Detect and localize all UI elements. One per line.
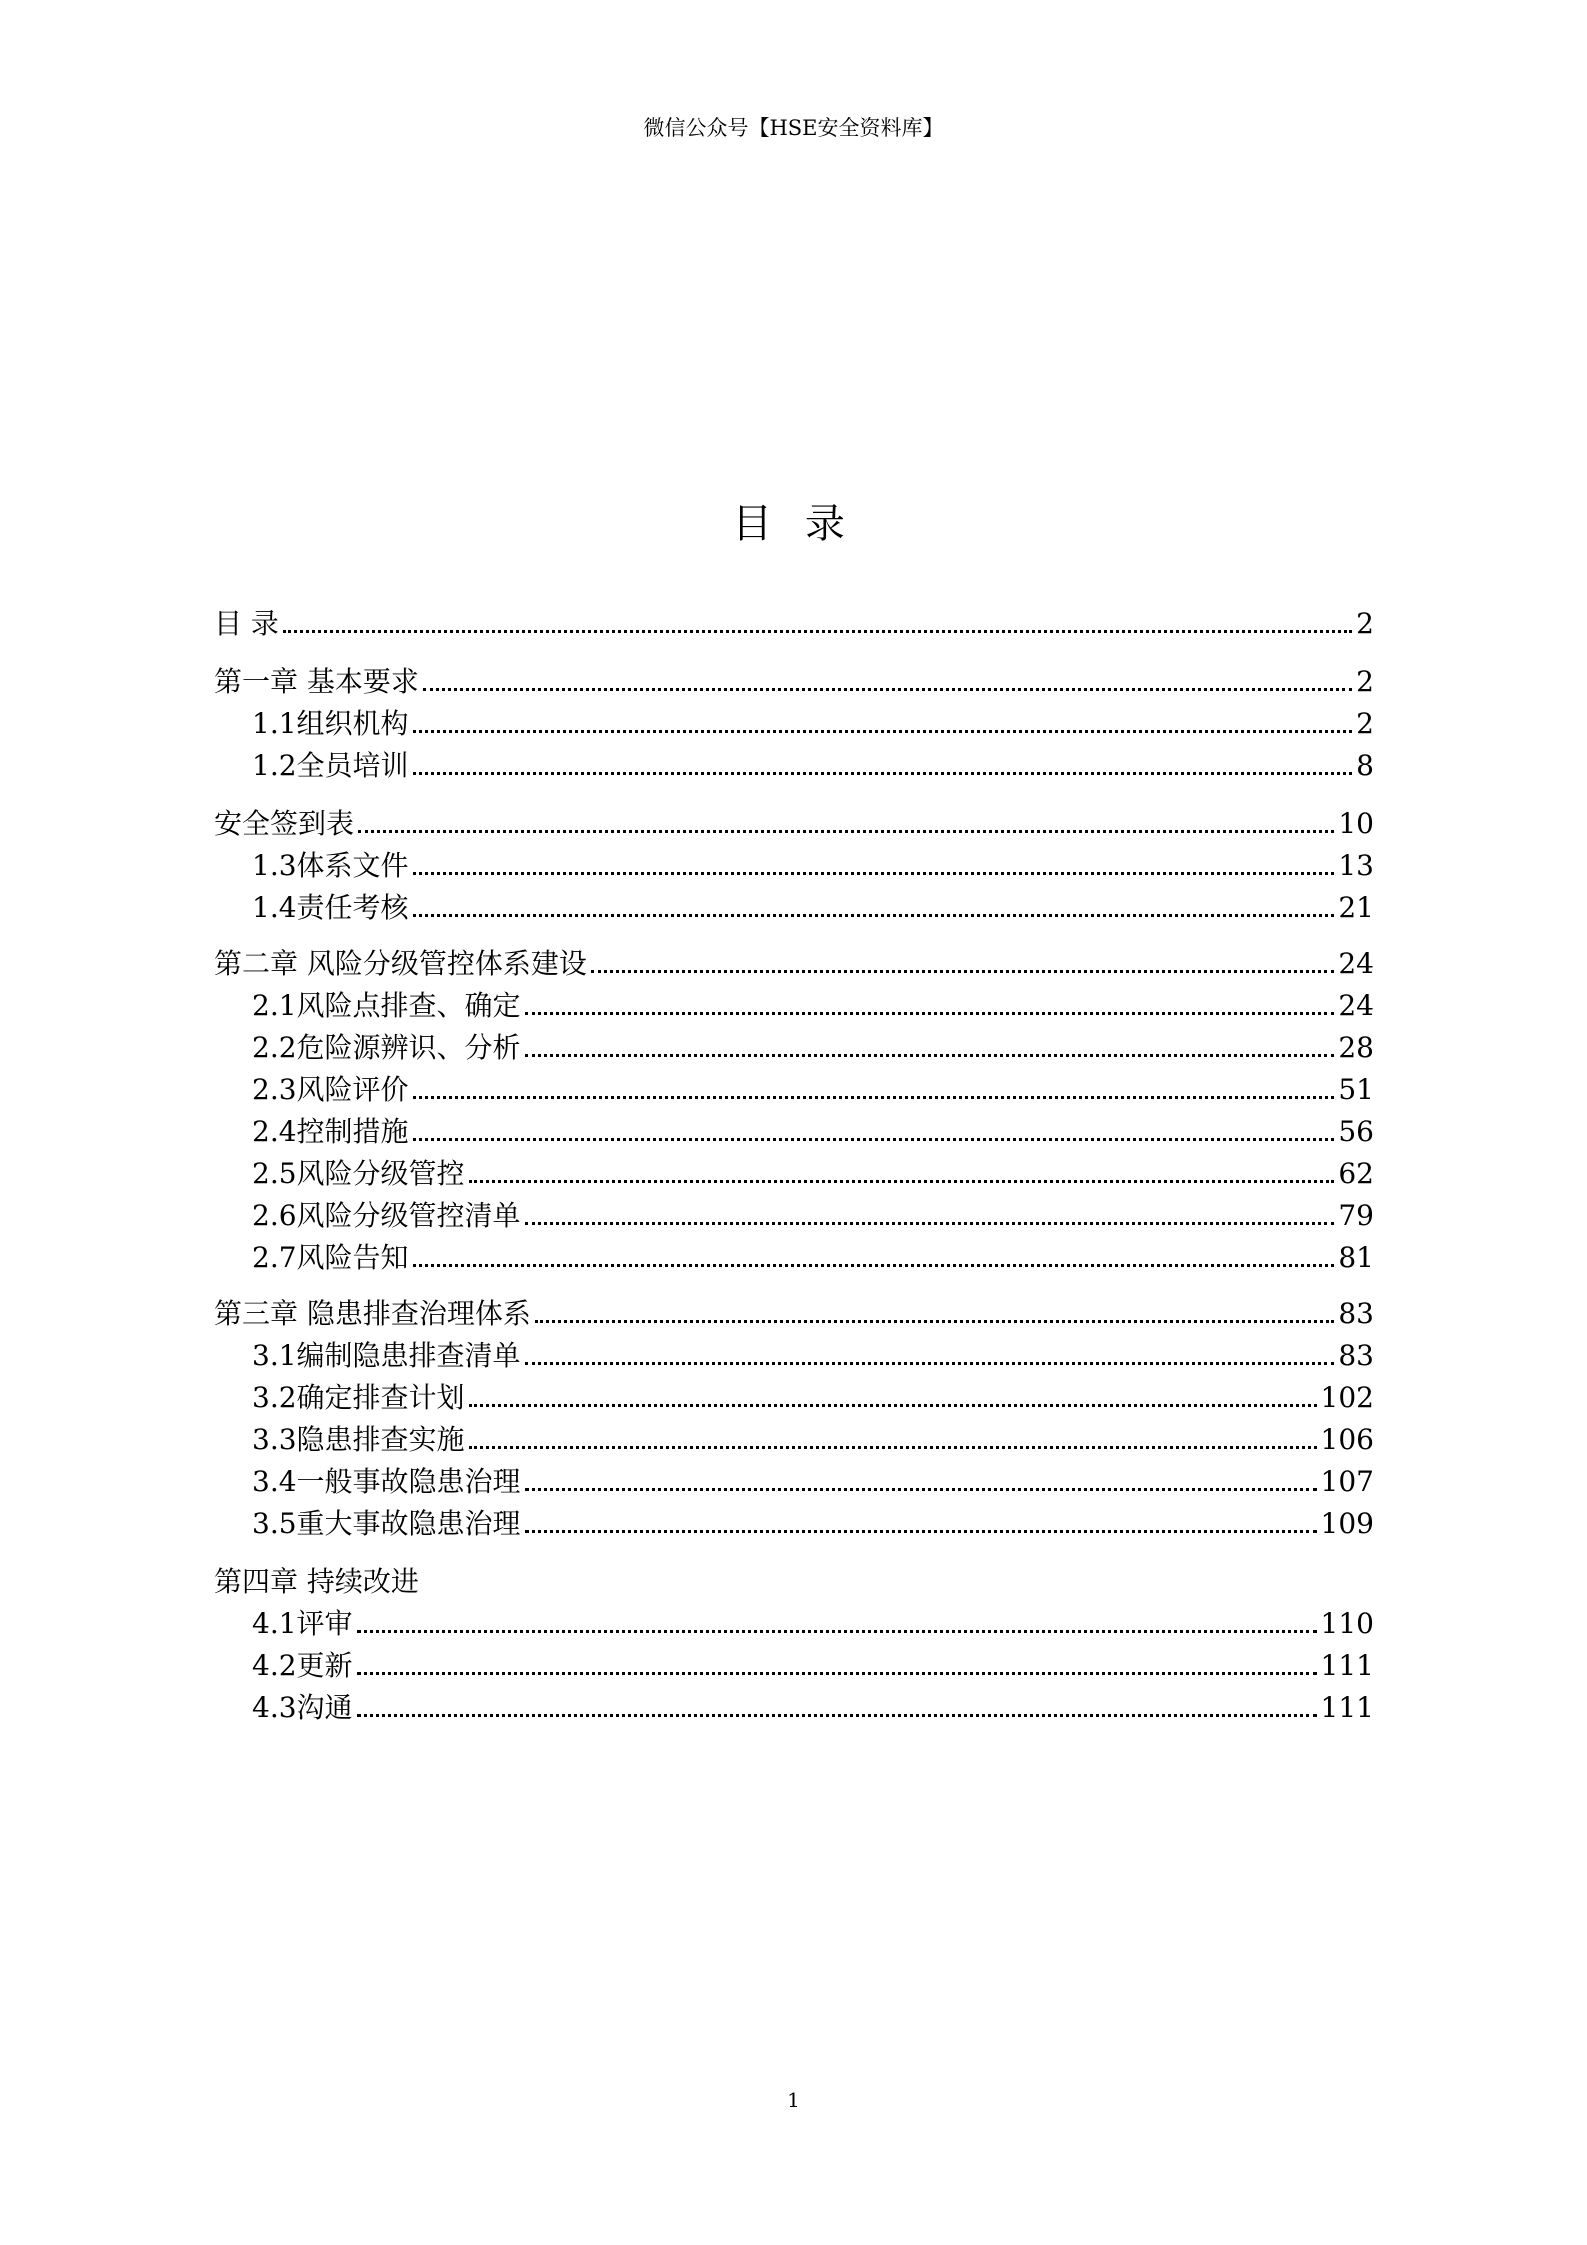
toc-entry-label: 1.1组织机构: [252, 707, 409, 740]
toc-entry-label: 4.1评审: [252, 1607, 353, 1640]
toc-entry-page: 56: [1338, 1115, 1374, 1148]
toc-entry-page: 21: [1338, 891, 1374, 924]
toc-entry-page: 24: [1338, 989, 1374, 1022]
toc-entry[interactable]: [214, 946, 1374, 982]
toc-entry-label: 2.6风险分级管控清单: [252, 1199, 521, 1232]
toc-entry-leader: [283, 630, 1352, 633]
toc-entry-leader: [357, 1630, 1317, 1633]
toc-entry-leader: [525, 1012, 1335, 1015]
toc-entry[interactable]: [252, 1240, 1374, 1276]
toc-entry-leader: [535, 1320, 1334, 1323]
toc-entry-label: 1.2全员培训: [252, 749, 409, 782]
toc-entry-label: 3.1编制隐患排查清单: [252, 1339, 521, 1372]
toc-entry-leader: [413, 1096, 1335, 1099]
toc-entry-label: 2.7风险告知: [252, 1241, 409, 1274]
toc-entry-leader: [413, 1264, 1335, 1267]
page-number: 1: [787, 2088, 800, 2112]
toc-entry-label: 2.2危险源辨识、分析: [252, 1031, 521, 1064]
toc-entry-page: 28: [1338, 1031, 1374, 1064]
toc-entry-page: 2: [1356, 607, 1374, 640]
toc-entry[interactable]: [214, 1296, 1374, 1332]
toc-entry-label: 3.5重大事故隐患治理: [252, 1507, 521, 1540]
toc-entry-label: 3.2确定排查计划: [252, 1381, 465, 1414]
toc-entry[interactable]: [252, 1506, 1374, 1542]
toc-entry-label: 3.3隐患排查实施: [252, 1423, 465, 1456]
toc-entry[interactable]: [252, 748, 1374, 784]
toc-entry-page: 111: [1320, 1691, 1374, 1724]
page-title: 目 录: [732, 501, 855, 547]
toc-entry-leader: [357, 1672, 1317, 1675]
toc-entry-leader: [413, 730, 1353, 733]
toc-entry-label: 4.3沟通: [252, 1691, 353, 1724]
toc-entry-label: 4.2更新: [252, 1649, 353, 1682]
toc-entry-page: 62: [1338, 1157, 1374, 1190]
toc-entry-leader: [413, 772, 1353, 775]
toc-entry[interactable]: [214, 606, 1374, 642]
toc-entry[interactable]: [252, 1030, 1374, 1066]
toc-entry-page: 81: [1338, 1241, 1374, 1274]
toc-entry[interactable]: [252, 1338, 1374, 1374]
toc-entry-label: 1.3体系文件: [252, 849, 409, 882]
toc-entry-page: 13: [1338, 849, 1374, 882]
toc-entry[interactable]: [252, 1380, 1374, 1416]
toc-entry-page: 2: [1356, 707, 1374, 740]
toc-entry-page: 83: [1338, 1339, 1374, 1372]
toc-entry-leader: [525, 1362, 1335, 1365]
toc-entry-page: 2: [1356, 665, 1374, 698]
toc-entry-leader: [525, 1530, 1317, 1533]
toc-entry-page: 106: [1320, 1423, 1374, 1456]
toc-entry-label: 第二章 风险分级管控体系建设: [214, 947, 587, 980]
toc-entry[interactable]: [252, 1464, 1374, 1500]
toc-entry-page: 109: [1320, 1507, 1374, 1540]
toc-entry[interactable]: [252, 988, 1374, 1024]
toc-entry-label: 安全签到表: [214, 807, 355, 840]
toc-entry-leader: [358, 830, 1334, 833]
toc-entry[interactable]: [252, 890, 1374, 926]
toc-entry-label: 第一章 基本要求: [214, 665, 419, 698]
toc-entry-page: 83: [1338, 1297, 1374, 1330]
toc-entry-page: 107: [1320, 1465, 1374, 1498]
toc-entry[interactable]: [252, 1606, 1374, 1642]
toc-entry-leader: [357, 1714, 1317, 1717]
toc-entry-label: 2.3风险评价: [252, 1073, 409, 1106]
toc-entry-page: 10: [1338, 807, 1374, 840]
toc-entry-label: 2.4控制措施: [252, 1115, 409, 1148]
toc-entry[interactable]: [252, 848, 1374, 884]
toc-entry-page: 79: [1338, 1199, 1374, 1232]
toc-entry[interactable]: [252, 1072, 1374, 1108]
toc-entry-leader: [413, 872, 1335, 875]
toc-entry-page: 111: [1320, 1649, 1374, 1682]
toc-entry[interactable]: [252, 1422, 1374, 1458]
toc-entry-page: 51: [1338, 1073, 1374, 1106]
toc-entry-label: 2.5风险分级管控: [252, 1157, 465, 1190]
toc-entry-label: 3.4一般事故隐患治理: [252, 1465, 521, 1498]
toc-entry[interactable]: [252, 1648, 1374, 1684]
toc-entry-leader: [423, 688, 1352, 691]
toc-entry-leader: [525, 1222, 1335, 1225]
toc-entry[interactable]: [252, 1114, 1374, 1150]
toc-entry[interactable]: [252, 1156, 1374, 1192]
toc-entry-leader: [469, 1180, 1335, 1183]
toc-entry-leader: [525, 1488, 1317, 1491]
toc-entry-label: 2.1风险点排查、确定: [252, 989, 521, 1022]
toc-entry[interactable]: [214, 806, 1374, 842]
toc-entry[interactable]: [252, 1690, 1374, 1726]
toc-entry-label: 目 录: [214, 607, 279, 640]
toc-entry[interactable]: [214, 664, 1374, 700]
toc-entry-leader: [525, 1054, 1335, 1057]
toc-entry-page: 24: [1338, 947, 1374, 980]
page-header: 微信公众号【HSE安全资料库】: [643, 116, 944, 140]
toc-entry-leader: [413, 1138, 1335, 1141]
toc-entry-leader: [591, 970, 1334, 973]
toc-entry-label: 1.4责任考核: [252, 891, 409, 924]
toc-entry-leader: [469, 1404, 1317, 1407]
toc-entry-leader: [413, 914, 1335, 917]
toc-entry-page: 8: [1356, 749, 1374, 782]
toc-entry-label: 第四章 持续改进: [214, 1565, 419, 1598]
toc-entry-label: 第三章 隐患排查治理体系: [214, 1297, 531, 1330]
toc-entry[interactable]: [214, 1564, 421, 1600]
toc-entry-leader: [469, 1446, 1317, 1449]
toc-entry[interactable]: [252, 706, 1374, 742]
toc-entry[interactable]: [252, 1198, 1374, 1234]
toc-entry-page: 102: [1320, 1381, 1374, 1414]
toc-entry-page: 110: [1320, 1607, 1374, 1640]
